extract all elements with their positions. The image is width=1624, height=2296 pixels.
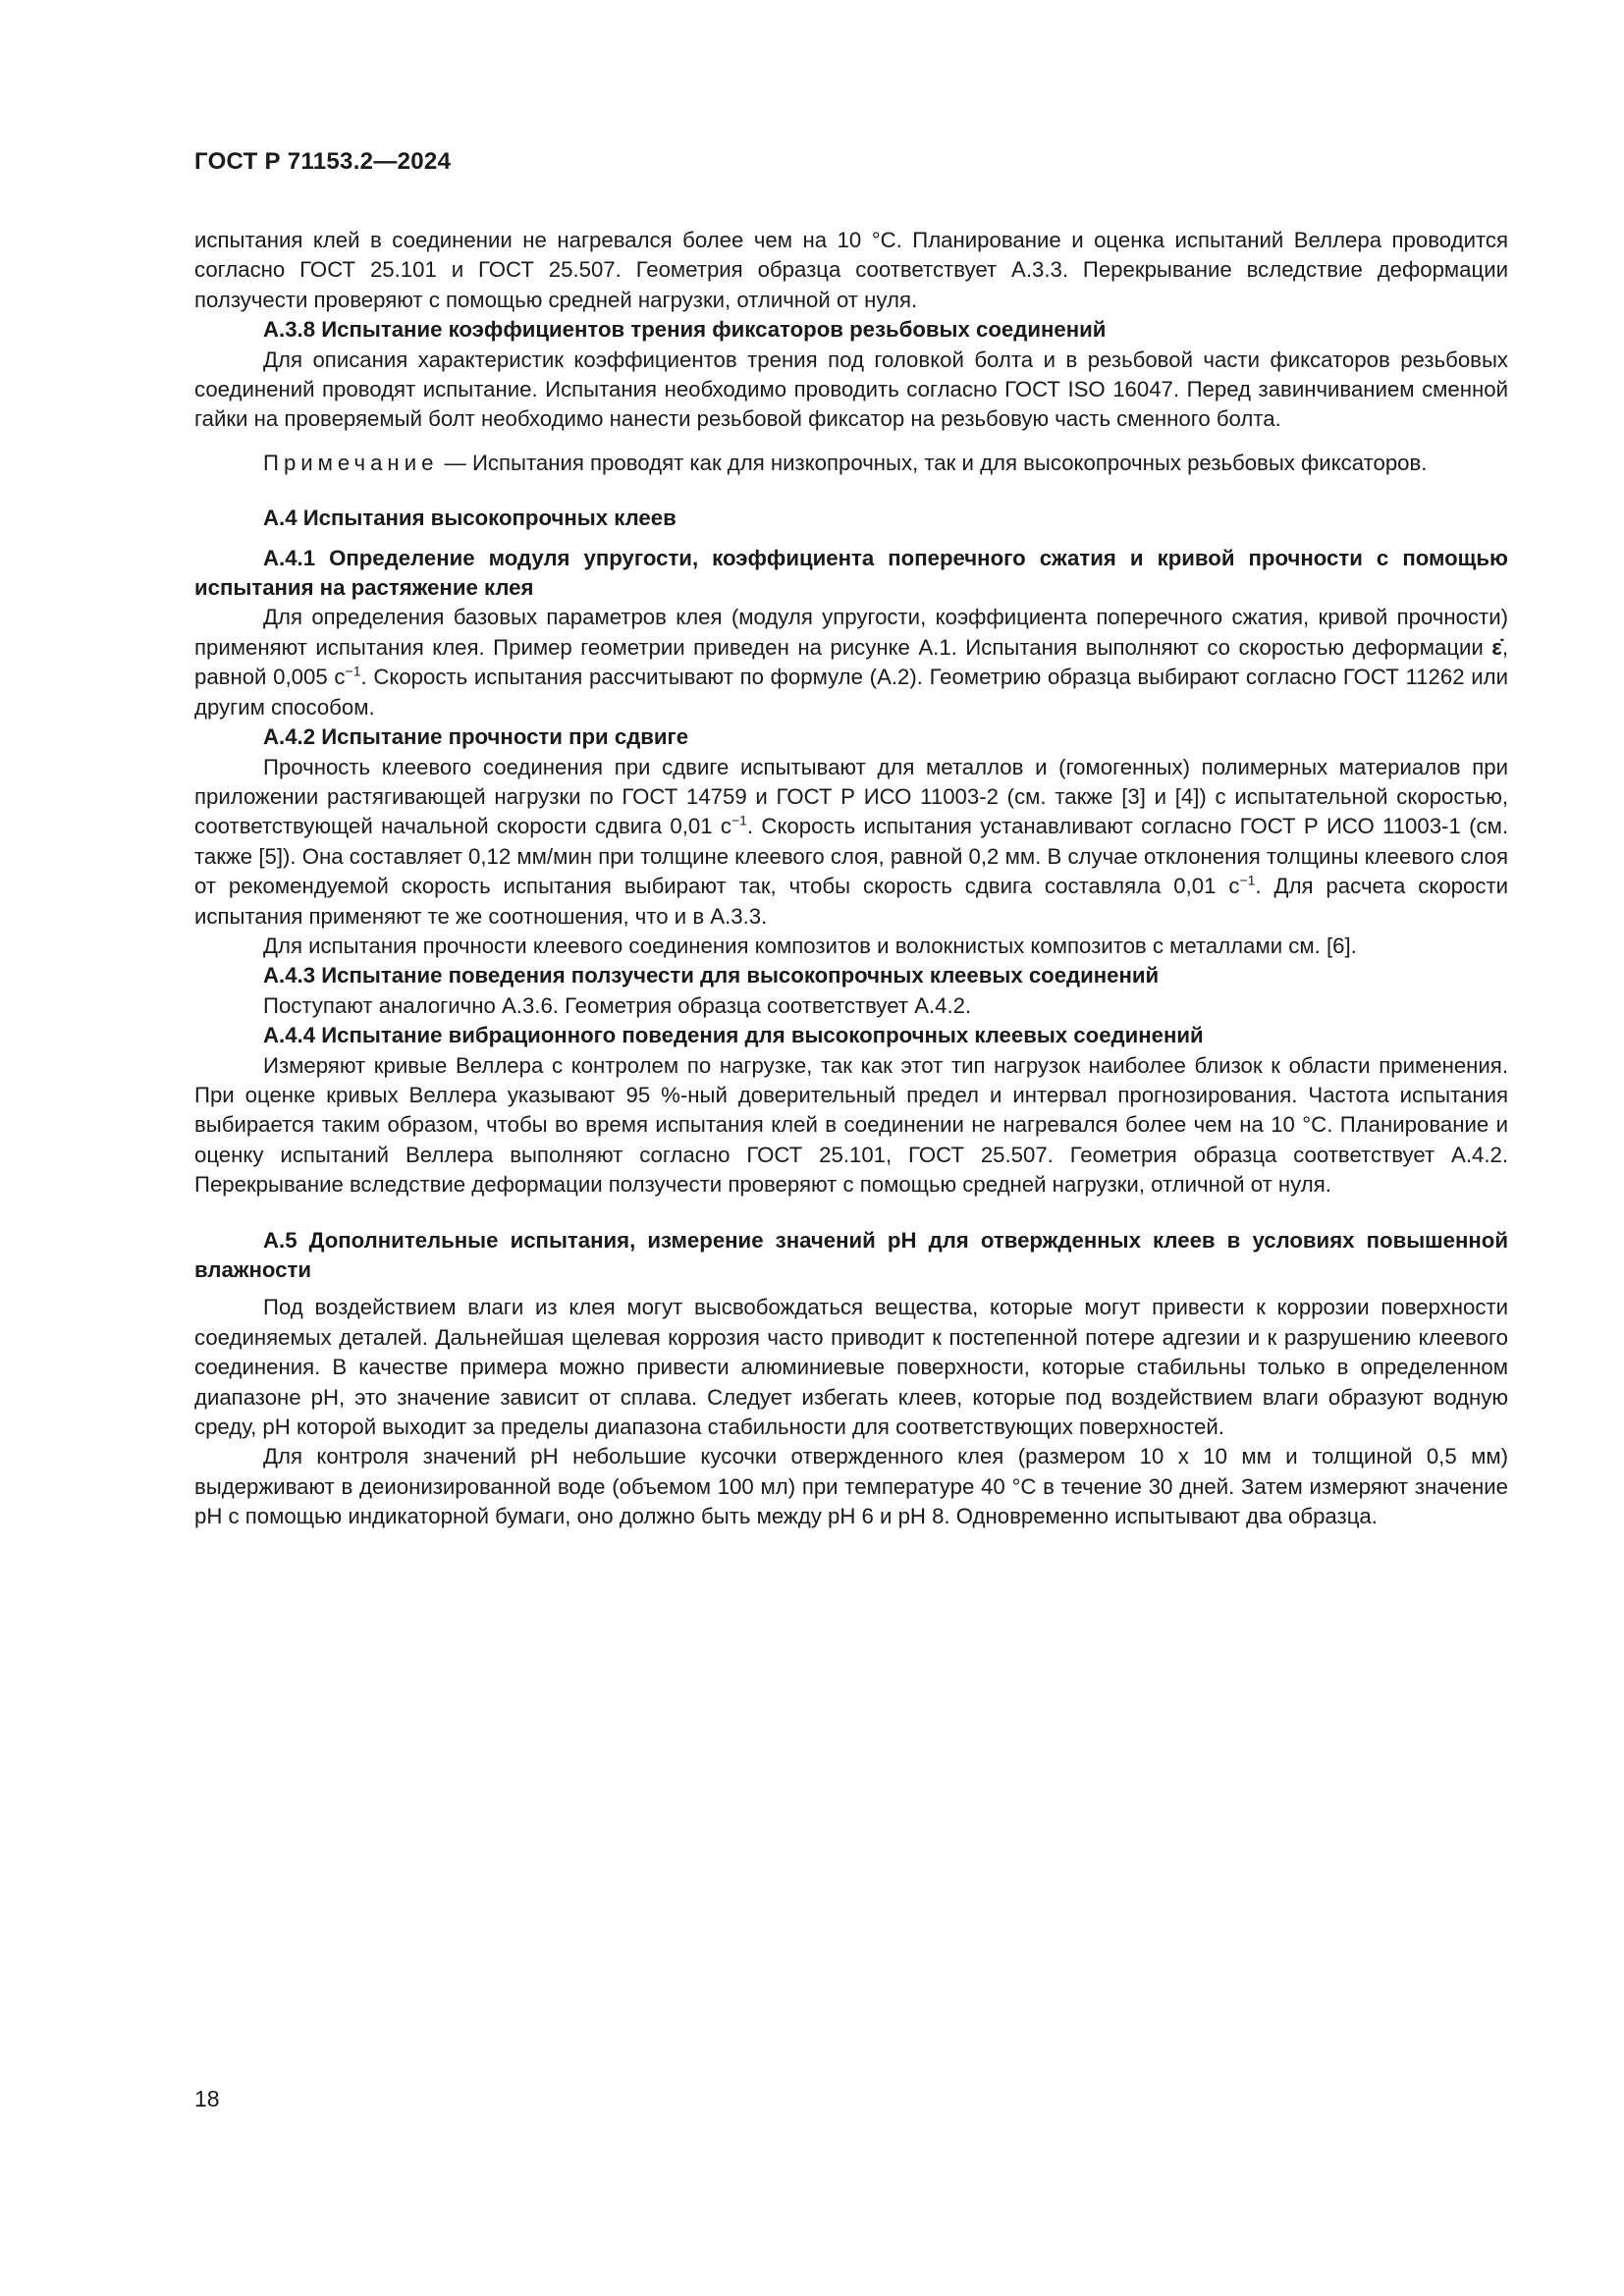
paragraph-a-4-2-second: Для испытания прочности клеевого соединения композитов и волокнистых композитов с металлами см. [6]. — [263, 933, 1357, 958]
heading-a-4-3: А.4.3 Испытание поведения ползучести для высокопрочных клеевых соединений — [263, 963, 1160, 988]
paragraph-a-4-4: Измеряют кривые Веллера с контролем по нагрузке, так как этот тип нагрузок наиболее близок к области применения. При оценке кривых Веллера указывают 95 %-ный доверительный предел и интервал прогнозирования. Частота испытания выбирается таким образом, чтобы во время испытания клей в соединении не нагревался более чем на 10 °C. Планирование и оценку испытаний Веллера выполняют согласно ГОСТ 25.101, ГОСТ 25.507. Геометрия образца соответствует А.4.2. Перекрывание вследствие деформации ползучести проверяют с помощью средней нагрузки, отличной от нуля. — [194, 1052, 1508, 1198]
heading-a-4: А.4 Испытания высокопрочных клеев — [263, 506, 677, 531]
heading-a-5: А.5 Дополнительные испытания, измерение значений рН для отвержденных клеев в условиях повышенной влажности — [194, 1227, 1508, 1282]
paragraph-a-5-first: Под воздействием влаги из клея могут высвобождаться вещества, которые могут привести к коррозии поверхности соединяемых деталей. Дальнейшая щелевая коррозия часто приводит к постепенной потере адгезии и к разрушению клеевого соединения. В качестве примера можно привести алюминиевые поверхности, которые стабильны только в определенном диапазоне рН, это значение зависит от сплава. Следует избегать клеев, которые под воздействием влаги образуют водную среду, рН которой выходит за пределы диапазона стабильности для соответствующих поверхностей. — [194, 1295, 1508, 1440]
document-header-title: ГОСТ Р 71153.2—2024 — [194, 148, 452, 175]
strain-rate-symbol: ε̇ — [1491, 634, 1502, 660]
superscript: −1 — [345, 663, 361, 679]
heading-a-4-2: А.4.2 Испытание прочности при сдвиге — [263, 724, 689, 750]
text-run: . Скорость испытания устанавливают согласно ГОСТ Р ИСО 11003-1 (см. также [5]). Она составляет 0,12 мм/мин при толщине клеевого слоя, равной 0,2 мм. В случае отклонения толщины клеевого слоя от рекомендуемой скорость испытания выбирают так, чтобы скорость сдвига составляла 0,01 с — [194, 814, 1508, 899]
paragraph-a-3-8: Для описания характеристик коэффициентов трения под головкой болта и в резьбовой части фиксаторов резьбовых соединений проводят испытание. Испытания необходимо проводить согласно ГОСТ ISO 16047. Перед завинчиванием сменной гайки на проверяемый болт необходимо нанести резьбовой фиксатор на резьбовую часть сменного болта. — [194, 347, 1508, 432]
document-body — [194, 226, 1508, 1532]
paragraph-a-4-1 — [194, 603, 1508, 722]
heading-a-4-1: А.4.1 Определение модуля упругости, коэффициента поперечного сжатия и кривой прочности с помощью испытания на растяжение клея — [194, 545, 1508, 601]
note-paragraph — [194, 449, 1508, 478]
heading-a-4-4: А.4.4 Испытание вибрационного поведения для высокопрочных клеевых соединений — [263, 1023, 1204, 1048]
paragraph-continuation: испытания клей в соединении не нагревался более чем на 10 °C. Планирование и оценка испытаний Веллера проводится согласно ГОСТ 25.101 и ГОСТ 25.507. Геометрия образца соответствует A.3.3. Перекрывание вследствие деформации ползучести проверяют с помощью средней нагрузки, отличной от нуля. — [194, 228, 1508, 312]
note-label: Примечание — [263, 450, 439, 475]
superscript: −1 — [731, 812, 747, 828]
text-run: , равной 0,005 с — [194, 634, 1508, 690]
paragraph-a-4-2 — [194, 753, 1508, 932]
heading-a-3-8: А.3.8 Испытание коэффициентов трения фиксаторов резьбовых соединений — [263, 317, 1107, 343]
superscript: −1 — [1239, 872, 1256, 888]
text-run: Прочность клеевого соединения при сдвиге испытывают для металлов и (гомогенных) полимерных материалов при приложении растягивающей нагрузки по ГОСТ 14759 и ГОСТ Р ИСО 11003-2 (см. также [3] и [4]) с испытательной скоростью, соответствующей начальной скорости сдвига 0,01 с — [194, 754, 1508, 839]
text-run: . Для расчета скорости испытания применяют те же соотношения, что и в А.3.3. — [194, 874, 1509, 929]
text-run: Для определения базовых параметров клея (модуля упругости, коэффициента поперечного сжатия, кривой прочности) применяют испытания клея. Пример геометрии приведен на рисунке А.1. Испытания выполняют со скоростью деформации — [194, 605, 1508, 660]
paragraph-a-5-second: Для контроля значений рН небольшие кусочки отвержденного клея (размером 10 x 10 мм и толщиной 0,5 мм) выдерживают в деионизированной воде (объемом 100 мл) при температуре 40 °C в течение 30 дней. Затем измеряют значение рН с помощью индикаторной бумаги, оно должно быть между рН 6 и рН 8. Одновременно испытывают два образца. — [194, 1444, 1508, 1529]
note-text: — Испытания проводят как для низкопрочных, так и для высокопрочных резьбовых фиксаторов. — [438, 450, 1428, 475]
paragraph-a-4-3: Поступают аналогично А.3.6. Геометрия образца соответствует А.4.2. — [263, 992, 972, 1018]
page-number: 18 — [194, 2086, 220, 2111]
text-run: . Скорость испытания рассчитывают по формуле (А.2). Геометрию образца выбирают согласно ГОСТ 11262 или другим способом. — [194, 665, 1508, 720]
